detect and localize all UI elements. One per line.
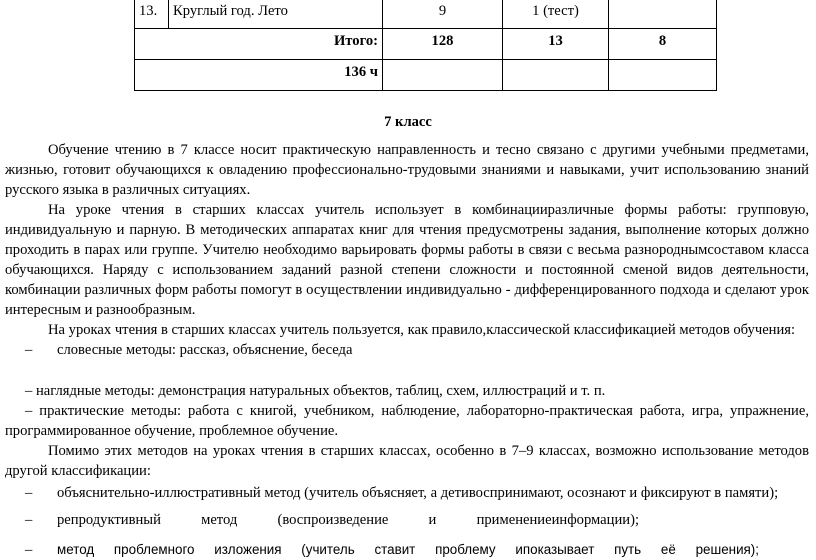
paragraph-1: Обучение чтению в 7 классе носит практическую направленность и тесно связано с другими учебными предметами, жизнью, готовит обучающихся к овладению профессионально-трудовыми знаниями и навыками, учит использованию знаний русского языка в различных ситуациях.: [5, 142, 809, 198]
sum-extra: [609, 60, 717, 91]
dash-marker: –: [25, 512, 33, 528]
table-row-sum: [135, 60, 717, 91]
total-tests: 13: [503, 29, 609, 60]
list-item-3: – практические методы: работа с книгой, учебником, наблюдение, лабораторно-практическая работа, игра, упражнение, программированное обучение, проблемное обучение.: [5, 403, 809, 439]
sum-hours: [383, 60, 503, 91]
total-label: Итого:: [169, 29, 383, 60]
sum-tests: [503, 60, 609, 91]
sum-label: 136 ч: [169, 60, 383, 91]
table-row: [135, 0, 717, 29]
body-text: [5, 140, 809, 560]
list-item: [5, 510, 809, 530]
total-hours: 128: [383, 29, 503, 60]
paragraph-4: Помимо этих методов на уроках чтения в старших классах, особенно в 7–9 классах, возможно использование методов другой классификации:: [5, 443, 809, 479]
list-item-text: словесные методы: рассказ, объяснение, беседа: [57, 342, 353, 358]
section-heading: 7 класс: [384, 114, 432, 130]
dash-marker: –: [25, 542, 33, 558]
list-item-text: метод проблемного изложения (учитель ставит проблему ипоказывает путь её решения);: [57, 542, 759, 557]
list-item-text: объяснительно-иллюстративный метод (учитель объясняет, а детивоспринимают, осознают и фиксируют в памяти);: [57, 485, 779, 501]
dash-marker: –: [25, 485, 33, 501]
lesson-tests: 1 (тест): [503, 0, 609, 29]
lesson-hours: 9: [383, 0, 503, 29]
paragraph-2: На уроке чтения в старших классах учитель использует в комбинацииразличные формы работы: групповую, индивидуальную и парную. В методических аппаратах книг для чтения предусмотрены задания, выполнение которых должно проходить в парах или группе. Учителю необходимо варьировать формы работы в связи с весьма разнороднымсоставом класса обучающихся. Наряду с использованием заданий разной степени сложности и постоянной сменой видов деятельности, комбинации различных форм работы помогут в осуществлении индивидуально - дифференцированного подхода и сделают урок интересным и разнообразным.: [5, 202, 809, 318]
table-row-total: [135, 29, 717, 60]
list-item-text: репродуктивный метод (воспроизведение и применениеинформации);: [57, 512, 639, 528]
list-item: [5, 340, 809, 360]
list-item: [5, 540, 809, 560]
list-item: [5, 483, 809, 503]
total-extra: 8: [609, 29, 717, 60]
dash-marker: –: [25, 342, 33, 358]
lesson-number: 13.: [135, 0, 169, 29]
lesson-plan-table: [134, 0, 717, 91]
list-item-2: – наглядные методы: демонстрация натуральных объектов, таблиц, схем, иллюстраций и т. п.: [25, 383, 606, 399]
lesson-topic: Круглый год. Лето: [169, 0, 383, 29]
paragraph-3: На уроках чтения в старших классах учитель пользуется, как правило,классической классификацией методов обучения:: [48, 322, 796, 338]
lesson-extra: [609, 0, 717, 29]
